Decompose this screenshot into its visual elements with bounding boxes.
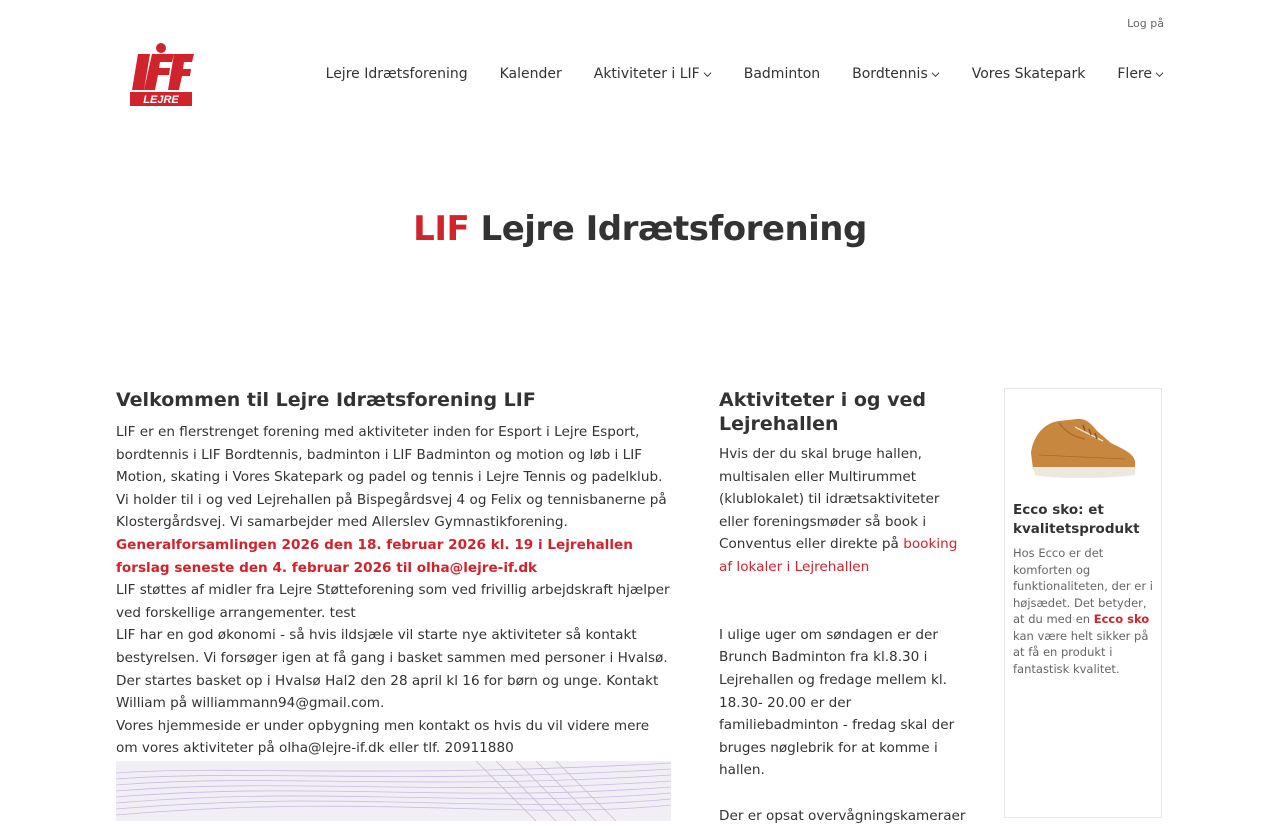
contact-paragraph: Vores hjemmeside er under opbygning men kontakt os hvis du vil videre mere om vores aktiviteter på olha@lejre-if.dk eller tlf. 20911880 [116,715,672,760]
nav-label: Aktiviteter i LIF [594,66,700,82]
booking-paragraph [719,443,971,579]
decorative-image [116,761,671,821]
nav-lejre-idraetsforening[interactable] [326,66,468,82]
nav-label: Flere [1117,66,1152,82]
booking-text: Hvis der du skal bruge hallen, multisalen eller Multirummet (klublokalet) til idrætsaktiviteter eller foreningsmøder så book i Conventus eller direkte på [719,446,939,552]
support-paragraph: LIF støttes af midler fra Lejre Støtteforening som ved frivillig arbejdskraft hjælper ved forskellige arrangementer. test [116,579,672,624]
welcome-heading: Velkommen til Lejre Idrætsforening LIF [116,388,672,412]
chevron-down-icon [703,70,712,79]
main-navigation [326,66,1164,82]
page-title [0,209,1280,249]
nav-flere[interactable] [1117,66,1164,82]
ad-text-before: Hos Ecco er det komforten og funktionaliteten, der er i højsædet. Det betyder, at du med en [1013,546,1153,626]
nav-label: Vores Skatepark [972,66,1086,82]
logo-lejre-text: LEJRE [143,94,179,106]
nav-label: Lejre Idrætsforening [326,66,468,82]
badminton-paragraph: I ulige uger om søndagen er der Brunch Badminton fra kl.8.30 i Lejrehallen og fredage mellem kl. 18.30- 20.00 er der familiebadminton - fredag skal der bruges nøglebrik for at komme i hallen. [719,624,971,782]
activities-heading: Aktiviteter i og ved Lejrehallen [719,388,971,436]
nav-vores-skatepark[interactable] [972,66,1086,82]
nav-label: Kalender [500,66,562,82]
welcome-body [116,421,672,760]
camera-paragraph: Der er opsat overvågningskameraer [719,805,971,827]
nav-label: Badminton [744,66,820,82]
welcome-section [116,388,672,821]
page-title-accent: LIF [413,209,469,249]
activities-section [719,388,971,827]
chevron-down-icon [1155,70,1164,79]
chevron-down-icon [931,70,940,79]
nav-aktiviteter[interactable] [594,66,712,82]
nav-bordtennis[interactable] [852,66,940,82]
activities-body [719,443,971,827]
sneaker-image [1025,401,1141,485]
nav-kalender[interactable] [500,66,562,82]
booking-link[interactable]: booking af lokaler i Lejrehallen [719,536,957,575]
welcome-paragraph: LIF er en flerstrenget forening med aktiviteter inden for Esport i Lejre Esport, bordtennis i LIF Bordtennis, badminton i LIF Badminton og motion og løb i LIF Motion, skating i Vores Skatepark og padel og tennis i Lejre Tennis og padelklub. Vi holder til i og ved Lejrehallen på Bispegårdsvej 4 og Felix og tennisbanerne på Klostergårdsvej. Vi samarbejder med Allerslev Gymnastikforening. [116,421,672,534]
ecco-link[interactable]: Ecco sko [1094,612,1149,626]
ad-text [1013,545,1153,677]
login-link[interactable]: Log på [1127,17,1164,30]
nav-label: Bordtennis [852,66,928,82]
lif-logo[interactable] [128,42,196,108]
ad-text-after: kan være helt sikker på at få en produkt i fantastisk kvalitet. [1013,629,1148,676]
economy-paragraph: LIF har en god økonomi - så hvis ildsjæle vil starte nye aktiviteter så kontakt bestyrelsen. Vi forsøger igen at få gang i basket sammen med personer i Hvalsø. Der startes basket op i Hvalsø Hal2 den 28 april kl 16 for børn og unge. Kontakt William på williammann94@gmail.com. [116,624,672,714]
ad-title: Ecco sko: et kvalitetsprodukt [1013,501,1153,539]
pattern-graphic [116,761,671,821]
nav-badminton[interactable] [744,66,820,82]
general-assembly-notice: Generalforsamlingen 2026 den 18. februar 2026 kl. 19 i Lejrehallen forslag seneste den 4. februar 2026 til olha@lejre-if.dk [116,534,672,579]
page-title-text: Lejre Idrætsforening [481,209,867,249]
ecco-ad[interactable] [1004,388,1162,818]
